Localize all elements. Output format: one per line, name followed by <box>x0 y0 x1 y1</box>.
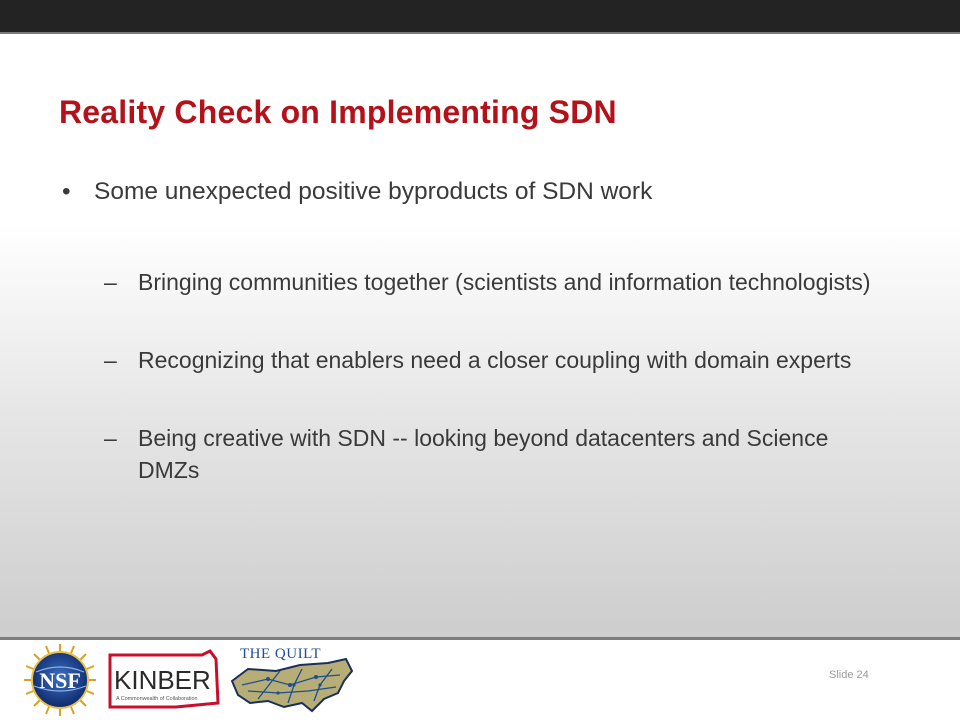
kinber-logo <box>106 645 226 717</box>
top-bar <box>0 0 960 34</box>
slide-title: Reality Check on Implementing SDN <box>59 94 617 130</box>
nsf-logo-text: NSF <box>39 668 81 693</box>
sub-bullet-text: Recognizing that enablers need a closer coupling with domain experts <box>138 347 852 373</box>
kinber-logo-text: KINBER <box>114 665 211 695</box>
sub-bullet-text: Bringing communities together (scientists and information technologists) <box>138 269 871 295</box>
bullet-marker: • <box>62 178 71 205</box>
quilt-logo <box>228 641 360 719</box>
sub-bullet-marker: – <box>104 347 117 373</box>
nsf-logo <box>16 642 104 718</box>
sub-bullet-3 <box>104 422 884 486</box>
sub-bullet-marker: – <box>104 269 117 295</box>
sub-bullet-text: Being creative with SDN -- looking beyond datacenters and Science DMZs <box>138 425 829 483</box>
sub-bullet-2 <box>104 344 884 376</box>
sub-bullet-1 <box>104 266 884 298</box>
slide-number: Slide 24 <box>829 669 869 681</box>
quilt-logo-text: THE QUILT <box>240 646 322 662</box>
sub-bullet-marker: – <box>104 425 117 451</box>
bullet-main-text: Some unexpected positive byproducts of SDN work <box>94 178 653 205</box>
kinber-logo-tagline: A Commonwealth of Collaboration <box>116 696 198 702</box>
